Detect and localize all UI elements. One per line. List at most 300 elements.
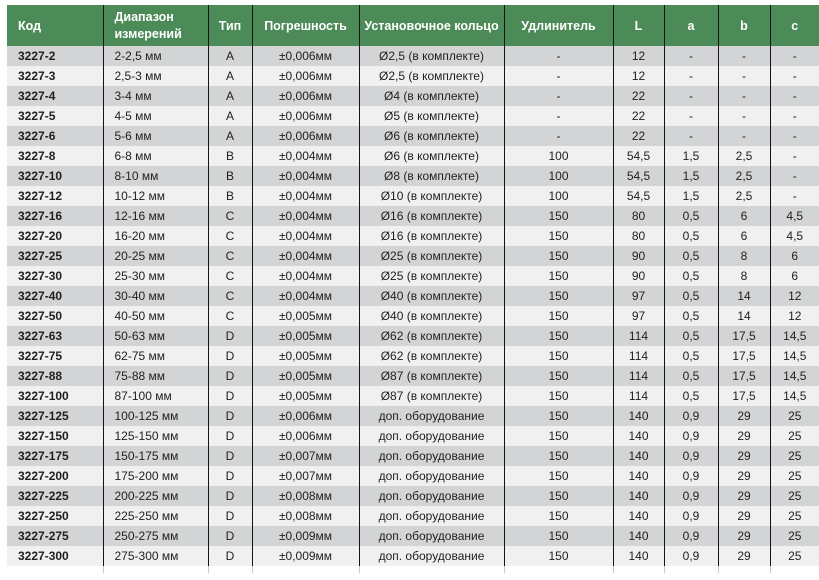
- cell-dim-b: -: [718, 86, 770, 106]
- cell-ring: Ø4 (в комплекте): [359, 86, 504, 106]
- header-dim-l: L: [613, 5, 664, 46]
- cell-code: 3227-25: [7, 246, 103, 266]
- cell-dim-a: 0,9: [664, 406, 718, 426]
- table-row: [7, 226, 819, 246]
- cell-extension: 100: [504, 166, 613, 186]
- cell-ring: доп. оборудование: [359, 406, 504, 426]
- cell-dim-a: 1,5: [664, 146, 718, 166]
- cell-range: 4-5 мм: [103, 106, 208, 126]
- cell-dim-b: 29: [718, 486, 770, 506]
- cell-extension: -: [504, 46, 613, 66]
- cell-ring: Ø16 (в комплекте): [359, 206, 504, 226]
- cell-dim-a: 0,5: [664, 226, 718, 246]
- cell-ring: Ø25 (в комплекте): [359, 246, 504, 266]
- cell-range: 50-63 мм: [103, 326, 208, 346]
- cell-code: 3227-63: [7, 326, 103, 346]
- cell-dim-b: 8: [718, 246, 770, 266]
- cell-ring: Ø5 (в комплекте): [359, 106, 504, 126]
- cell-accuracy: ±0,004мм: [252, 286, 359, 306]
- cell-range: 75-88 мм: [103, 366, 208, 386]
- cell-dim-c: -: [770, 166, 819, 186]
- cell-code: 3227-12: [7, 186, 103, 206]
- cell-accuracy: ±0,004мм: [252, 166, 359, 186]
- micrometer-spec-table: [7, 5, 819, 573]
- cell-dim-a: -: [664, 66, 718, 86]
- cell-dim-b: 8: [718, 266, 770, 286]
- cell-code: 3227-5: [7, 106, 103, 126]
- cell-accuracy: ±0,004мм: [252, 246, 359, 266]
- cell-code: 3227-10: [7, 166, 103, 186]
- cell-range: 125-150 мм: [103, 426, 208, 446]
- empty-cell: [718, 566, 770, 573]
- cell-type: D: [208, 386, 252, 406]
- cell-ring: Ø62 (в комплекте): [359, 326, 504, 346]
- cell-dim-l: 97: [613, 286, 664, 306]
- cell-dim-b: 29: [718, 426, 770, 446]
- cell-code: 3227-40: [7, 286, 103, 306]
- header-extension: Удлинитель: [504, 5, 613, 46]
- cell-accuracy: ±0,007мм: [252, 466, 359, 486]
- table-body: [7, 46, 819, 573]
- cell-dim-l: 140: [613, 466, 664, 486]
- cell-accuracy: ±0,005мм: [252, 386, 359, 406]
- cell-dim-l: 140: [613, 446, 664, 466]
- table-row: [7, 546, 819, 566]
- cell-ring: Ø87 (в комплекте): [359, 366, 504, 386]
- cell-dim-a: 0,9: [664, 526, 718, 546]
- cell-dim-c: -: [770, 66, 819, 86]
- cell-type: D: [208, 426, 252, 446]
- cell-extension: 150: [504, 526, 613, 546]
- cell-dim-l: 12: [613, 46, 664, 66]
- table-row: [7, 466, 819, 486]
- empty-cell: [664, 566, 718, 573]
- cell-accuracy: ±0,009мм: [252, 526, 359, 546]
- cell-accuracy: ±0,008мм: [252, 486, 359, 506]
- cell-accuracy: ±0,006мм: [252, 86, 359, 106]
- cell-ring: доп. оборудование: [359, 466, 504, 486]
- table-row: [7, 386, 819, 406]
- cell-dim-c: 4,5: [770, 226, 819, 246]
- table-row: [7, 526, 819, 546]
- cell-accuracy: ±0,005мм: [252, 326, 359, 346]
- empty-cell: [504, 566, 613, 573]
- cell-code: 3227-225: [7, 486, 103, 506]
- cell-dim-b: -: [718, 46, 770, 66]
- cell-range: 250-275 мм: [103, 526, 208, 546]
- cell-type: D: [208, 506, 252, 526]
- cell-dim-a: 0,5: [664, 246, 718, 266]
- cell-extension: 100: [504, 146, 613, 166]
- cell-ring: Ø16 (в комплекте): [359, 226, 504, 246]
- cell-code: 3227-275: [7, 526, 103, 546]
- cell-dim-l: 90: [613, 246, 664, 266]
- cell-type: A: [208, 66, 252, 86]
- cell-dim-c: -: [770, 86, 819, 106]
- cell-dim-l: 114: [613, 346, 664, 366]
- empty-cell: [208, 566, 252, 573]
- cell-dim-l: 140: [613, 406, 664, 426]
- cell-dim-c: 25: [770, 426, 819, 446]
- cell-extension: 150: [504, 486, 613, 506]
- cell-accuracy: ±0,006мм: [252, 66, 359, 86]
- cell-extension: 150: [504, 406, 613, 426]
- cell-dim-l: 140: [613, 506, 664, 526]
- cell-dim-b: 29: [718, 466, 770, 486]
- cell-dim-c: 6: [770, 266, 819, 286]
- cell-dim-a: 1,5: [664, 186, 718, 206]
- cell-dim-b: -: [718, 106, 770, 126]
- cell-dim-l: 114: [613, 386, 664, 406]
- cell-type: D: [208, 466, 252, 486]
- cell-dim-c: 25: [770, 506, 819, 526]
- cell-ring: Ø40 (в комплекте): [359, 306, 504, 326]
- cell-code: 3227-6: [7, 126, 103, 146]
- cell-dim-b: 17,5: [718, 346, 770, 366]
- cell-dim-b: -: [718, 126, 770, 146]
- cell-accuracy: ±0,006мм: [252, 406, 359, 426]
- cell-dim-l: 140: [613, 546, 664, 566]
- cell-range: 175-200 мм: [103, 466, 208, 486]
- cell-dim-b: 14: [718, 286, 770, 306]
- cell-dim-c: 4,5: [770, 206, 819, 226]
- cell-accuracy: ±0,006мм: [252, 126, 359, 146]
- cell-dim-l: 22: [613, 86, 664, 106]
- cell-type: A: [208, 46, 252, 66]
- cell-range: 25-30 мм: [103, 266, 208, 286]
- cell-extension: 150: [504, 426, 613, 446]
- table-wrapper: [0, 5, 819, 580]
- partial-row: [7, 566, 819, 573]
- table-row: [7, 206, 819, 226]
- table-row: [7, 486, 819, 506]
- cell-extension: 150: [504, 546, 613, 566]
- cell-code: 3227-100: [7, 386, 103, 406]
- cell-range: 6-8 мм: [103, 146, 208, 166]
- cell-code: 3227-50: [7, 306, 103, 326]
- cell-accuracy: ±0,005мм: [252, 346, 359, 366]
- cell-code: 3227-300: [7, 546, 103, 566]
- cell-type: C: [208, 266, 252, 286]
- cell-ring: доп. оборудование: [359, 426, 504, 446]
- table-row: [7, 506, 819, 526]
- cell-dim-b: -: [718, 66, 770, 86]
- empty-cell: [103, 566, 208, 573]
- cell-accuracy: ±0,009мм: [252, 546, 359, 566]
- cell-dim-a: -: [664, 86, 718, 106]
- table-row: [7, 246, 819, 266]
- cell-dim-b: 29: [718, 546, 770, 566]
- cell-range: 16-20 мм: [103, 226, 208, 246]
- table-row: [7, 446, 819, 466]
- table-row: [7, 146, 819, 166]
- cell-extension: 150: [504, 226, 613, 246]
- cell-code: 3227-20: [7, 226, 103, 246]
- cell-range: 10-12 мм: [103, 186, 208, 206]
- table-row: [7, 266, 819, 286]
- cell-dim-c: 14,5: [770, 366, 819, 386]
- cell-extension: -: [504, 86, 613, 106]
- cell-type: D: [208, 446, 252, 466]
- cell-dim-c: 12: [770, 286, 819, 306]
- cell-accuracy: ±0,006мм: [252, 46, 359, 66]
- cell-dim-b: 14: [718, 306, 770, 326]
- cell-type: C: [208, 286, 252, 306]
- cell-type: C: [208, 206, 252, 226]
- cell-code: 3227-8: [7, 146, 103, 166]
- cell-range: 3-4 мм: [103, 86, 208, 106]
- cell-dim-b: 6: [718, 226, 770, 246]
- cell-range: 2,5-3 мм: [103, 66, 208, 86]
- cell-type: D: [208, 546, 252, 566]
- empty-cell: [770, 566, 819, 573]
- cell-dim-a: 0,5: [664, 326, 718, 346]
- cell-range: 62-75 мм: [103, 346, 208, 366]
- cell-type: C: [208, 306, 252, 326]
- cell-code: 3227-200: [7, 466, 103, 486]
- cell-dim-c: 12: [770, 306, 819, 326]
- table-row: [7, 106, 819, 126]
- cell-code: 3227-3: [7, 66, 103, 86]
- cell-dim-c: 14,5: [770, 386, 819, 406]
- cell-accuracy: ±0,006мм: [252, 106, 359, 126]
- table-row: [7, 326, 819, 346]
- cell-code: 3227-175: [7, 446, 103, 466]
- cell-dim-c: 14,5: [770, 326, 819, 346]
- cell-dim-c: 25: [770, 546, 819, 566]
- cell-type: C: [208, 246, 252, 266]
- cell-accuracy: ±0,004мм: [252, 206, 359, 226]
- table-row: [7, 86, 819, 106]
- cell-range: 2-2,5 мм: [103, 46, 208, 66]
- cell-dim-a: 0,5: [664, 306, 718, 326]
- cell-dim-a: 0,9: [664, 506, 718, 526]
- cell-accuracy: ±0,004мм: [252, 266, 359, 286]
- cell-dim-a: -: [664, 46, 718, 66]
- cell-type: D: [208, 406, 252, 426]
- cell-dim-a: 0,5: [664, 206, 718, 226]
- cell-dim-b: 29: [718, 406, 770, 426]
- cell-range: 87-100 мм: [103, 386, 208, 406]
- cell-type: D: [208, 486, 252, 506]
- cell-dim-b: 6: [718, 206, 770, 226]
- cell-dim-c: -: [770, 146, 819, 166]
- cell-accuracy: ±0,005мм: [252, 306, 359, 326]
- cell-dim-l: 114: [613, 366, 664, 386]
- cell-dim-a: 0,9: [664, 466, 718, 486]
- cell-dim-a: 0,5: [664, 366, 718, 386]
- table-row: [7, 406, 819, 426]
- cell-ring: Ø62 (в комплекте): [359, 346, 504, 366]
- cell-type: B: [208, 166, 252, 186]
- empty-cell: [7, 566, 103, 573]
- cell-dim-l: 97: [613, 306, 664, 326]
- header-range: Диапазон измерений: [103, 5, 208, 46]
- table-row: [7, 46, 819, 66]
- cell-dim-l: 140: [613, 526, 664, 546]
- cell-extension: 150: [504, 326, 613, 346]
- cell-dim-l: 90: [613, 266, 664, 286]
- cell-type: B: [208, 186, 252, 206]
- cell-dim-a: 0,5: [664, 266, 718, 286]
- table-row: [7, 426, 819, 446]
- cell-ring: Ø6 (в комплекте): [359, 126, 504, 146]
- cell-dim-c: 14,5: [770, 346, 819, 366]
- cell-code: 3227-30: [7, 266, 103, 286]
- cell-range: 20-25 мм: [103, 246, 208, 266]
- cell-dim-l: 22: [613, 106, 664, 126]
- cell-dim-l: 54,5: [613, 186, 664, 206]
- cell-ring: Ø10 (в комплекте): [359, 186, 504, 206]
- cell-ring: Ø40 (в комплекте): [359, 286, 504, 306]
- cell-extension: 100: [504, 186, 613, 206]
- cell-type: C: [208, 226, 252, 246]
- cell-extension: 150: [504, 246, 613, 266]
- header-type: Тип: [208, 5, 252, 46]
- cell-range: 225-250 мм: [103, 506, 208, 526]
- cell-code: 3227-88: [7, 366, 103, 386]
- cell-dim-a: 0,9: [664, 546, 718, 566]
- cell-dim-a: 1,5: [664, 166, 718, 186]
- cell-dim-l: 54,5: [613, 146, 664, 166]
- table-row: [7, 366, 819, 386]
- cell-dim-l: 12: [613, 66, 664, 86]
- cell-dim-l: 140: [613, 486, 664, 506]
- cell-dim-c: 25: [770, 526, 819, 546]
- cell-code: 3227-16: [7, 206, 103, 226]
- table-row: [7, 306, 819, 326]
- cell-type: A: [208, 126, 252, 146]
- cell-dim-b: 17,5: [718, 366, 770, 386]
- empty-cell: [613, 566, 664, 573]
- cell-code: 3227-150: [7, 426, 103, 446]
- cell-extension: 150: [504, 286, 613, 306]
- cell-range: 100-125 мм: [103, 406, 208, 426]
- cell-dim-a: 0,5: [664, 346, 718, 366]
- cell-type: D: [208, 326, 252, 346]
- cell-dim-l: 80: [613, 226, 664, 246]
- cell-dim-c: 25: [770, 406, 819, 426]
- cell-extension: -: [504, 106, 613, 126]
- cell-dim-b: 29: [718, 506, 770, 526]
- cell-dim-b: 2,5: [718, 186, 770, 206]
- cell-extension: 150: [504, 306, 613, 326]
- table-row: [7, 346, 819, 366]
- cell-dim-c: -: [770, 46, 819, 66]
- cell-range: 5-6 мм: [103, 126, 208, 146]
- cell-dim-c: 6: [770, 246, 819, 266]
- cell-type: A: [208, 86, 252, 106]
- cell-code: 3227-4: [7, 86, 103, 106]
- cell-dim-l: 80: [613, 206, 664, 226]
- cell-extension: -: [504, 66, 613, 86]
- cell-accuracy: ±0,007мм: [252, 446, 359, 466]
- cell-code: 3227-250: [7, 506, 103, 526]
- table-row: [7, 126, 819, 146]
- cell-dim-c: 25: [770, 446, 819, 466]
- cell-extension: 150: [504, 346, 613, 366]
- cell-accuracy: ±0,004мм: [252, 146, 359, 166]
- cell-dim-b: 29: [718, 446, 770, 466]
- cell-ring: Ø87 (в комплекте): [359, 386, 504, 406]
- cell-type: D: [208, 526, 252, 546]
- cell-range: 200-225 мм: [103, 486, 208, 506]
- table-row: [7, 166, 819, 186]
- cell-dim-a: -: [664, 126, 718, 146]
- cell-dim-b: 2,5: [718, 166, 770, 186]
- cell-dim-b: 2,5: [718, 146, 770, 166]
- header-dim-c: c: [770, 5, 819, 46]
- empty-cell: [252, 566, 359, 573]
- header-dim-a: a: [664, 5, 718, 46]
- cell-dim-l: 114: [613, 326, 664, 346]
- header-accuracy: Погрешность: [252, 5, 359, 46]
- cell-dim-a: -: [664, 106, 718, 126]
- cell-accuracy: ±0,004мм: [252, 226, 359, 246]
- cell-dim-c: 25: [770, 486, 819, 506]
- cell-ring: доп. оборудование: [359, 546, 504, 566]
- cell-dim-b: 17,5: [718, 326, 770, 346]
- cell-range: 12-16 мм: [103, 206, 208, 226]
- cell-type: D: [208, 346, 252, 366]
- cell-dim-b: 29: [718, 526, 770, 546]
- cell-dim-a: 0,9: [664, 426, 718, 446]
- header-row: [7, 5, 819, 46]
- cell-extension: 150: [504, 446, 613, 466]
- header-code: Код: [7, 5, 103, 46]
- cell-ring: доп. оборудование: [359, 526, 504, 546]
- cell-range: 275-300 мм: [103, 546, 208, 566]
- cell-ring: Ø8 (в комплекте): [359, 166, 504, 186]
- header-dim-b: b: [718, 5, 770, 46]
- cell-dim-l: 22: [613, 126, 664, 146]
- cell-extension: 150: [504, 466, 613, 486]
- cell-ring: Ø25 (в комплекте): [359, 266, 504, 286]
- table-row: [7, 286, 819, 306]
- cell-ring: Ø6 (в комплекте): [359, 146, 504, 166]
- cell-ring: доп. оборудование: [359, 446, 504, 466]
- cell-extension: 150: [504, 366, 613, 386]
- cell-accuracy: ±0,005мм: [252, 366, 359, 386]
- cell-dim-c: -: [770, 106, 819, 126]
- cell-dim-l: 54,5: [613, 166, 664, 186]
- cell-dim-c: -: [770, 186, 819, 206]
- cell-code: 3227-125: [7, 406, 103, 426]
- cell-dim-l: 140: [613, 426, 664, 446]
- cell-ring: Ø2,5 (в комплекте): [359, 66, 504, 86]
- cell-type: A: [208, 106, 252, 126]
- cell-ring: Ø2,5 (в комплекте): [359, 46, 504, 66]
- empty-cell: [359, 566, 504, 573]
- cell-type: D: [208, 366, 252, 386]
- cell-dim-a: 0,5: [664, 386, 718, 406]
- cell-ring: доп. оборудование: [359, 506, 504, 526]
- cell-range: 150-175 мм: [103, 446, 208, 466]
- cell-range: 40-50 мм: [103, 306, 208, 326]
- cell-accuracy: ±0,008мм: [252, 506, 359, 526]
- cell-code: 3227-2: [7, 46, 103, 66]
- cell-dim-b: 17,5: [718, 386, 770, 406]
- cell-type: B: [208, 146, 252, 166]
- table-row: [7, 66, 819, 86]
- cell-extension: 150: [504, 506, 613, 526]
- cell-dim-a: 0,9: [664, 486, 718, 506]
- cell-ring: доп. оборудование: [359, 486, 504, 506]
- cell-dim-a: 0,9: [664, 446, 718, 466]
- cell-extension: 150: [504, 266, 613, 286]
- cell-extension: -: [504, 126, 613, 146]
- table-row: [7, 186, 819, 206]
